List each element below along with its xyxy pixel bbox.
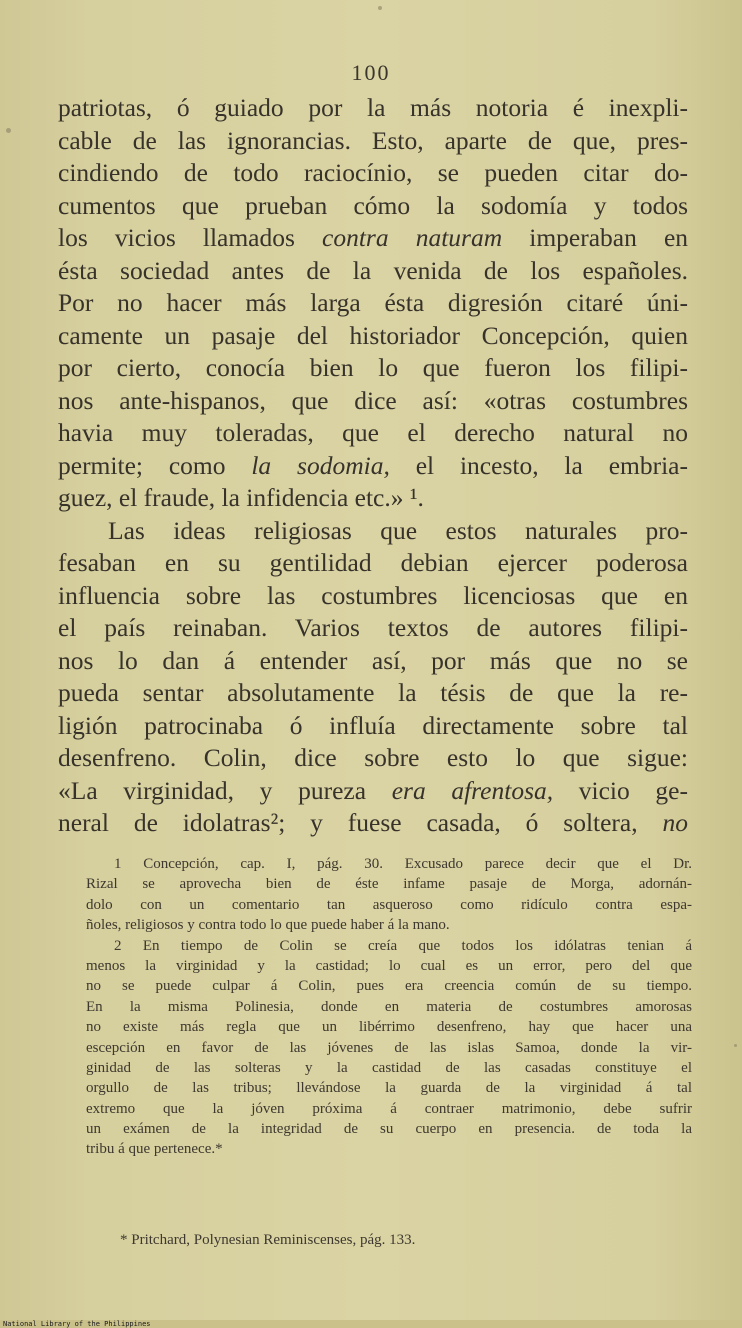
footnote-source-citation: * Pritchard, Polynesian Reminiscenses, pág. 133. <box>120 1232 416 1248</box>
footnote-line: no existe más regla que un libérrimo desenfreno, hay que hacer una <box>86 1019 692 1036</box>
text-segment: imperaban en <box>502 223 689 252</box>
paper-speck <box>6 128 11 133</box>
text-line: guez, el fraude, la infidencia etc.» ¹. <box>58 483 424 512</box>
footnote-line: En la misma Polinesia, donde en materia de costumbres amorosas <box>86 998 692 1015</box>
footnote-line: 2 En tiempo de Colin se creía que todos los idólatras tenian á <box>114 937 692 954</box>
text-line: cable de las ignorancias. Esto, aparte de que, pres- <box>58 125 688 155</box>
text-line: pueda sentar absolutamente la tésis de que la re- <box>58 678 688 707</box>
text-line: fesaban en su gentilidad debian ejercer poderosa <box>58 548 688 577</box>
footnote-line: tribu á que pertenece.* <box>86 1141 223 1158</box>
main-text <box>58 92 688 840</box>
text-line <box>58 450 688 483</box>
footnote-line: ñoles, religiosos y contra todo lo que puede haber á la mano. <box>86 917 450 934</box>
footnote-line: dolo con un comentario tan asqueroso como ridículo contra espa- <box>86 896 692 913</box>
text-line: por cierto, conocía bien lo que fueron los filipi- <box>58 353 688 382</box>
text-line: havia muy toleradas, que el derecho natural no <box>58 418 688 447</box>
text-segment: «La virginidad, y pureza <box>58 775 392 805</box>
footnote-line: 1 Concepción, cap. I, pág. 30. Excusado parece decir que el Dr. <box>114 856 692 872</box>
footnote-line: un exámen de la integridad de su cuerpo en presencia. de toda la <box>86 1121 692 1138</box>
italic-phrase: contra naturam <box>322 223 503 252</box>
text-line <box>58 807 688 840</box>
footnote-line: escepción en favor de las jóvenes de las islas Samoa, donde la vir- <box>86 1039 692 1056</box>
text-line: Las ideas religiosas que estos naturales pro- <box>108 515 688 545</box>
text-line: patriotas, ó guiado por la más notoria é inexpli- <box>58 93 688 122</box>
text-segment: neral de idolatras²; y fuese casada, ó soltera, <box>58 808 663 837</box>
italic-phrase: no <box>662 808 688 837</box>
text-segment: los vicios llamados <box>58 223 323 252</box>
footnote-line: extremo que la jóven próxima á contraer matrimonio, debe sufrir <box>86 1100 692 1117</box>
paper-speck <box>734 1044 737 1047</box>
footnotes <box>86 854 692 1160</box>
text-line: el país reinaban. Varios textos de autores filipi- <box>58 613 688 642</box>
footnote-line: Rizal se aprovecha bien de éste infame pasaje de Morga, adornán- <box>86 876 692 893</box>
text-line: camente un pasaje del historiador Concepción, quien <box>58 320 688 350</box>
text-line: nos ante-hispanos, que dice así: «otras costumbres <box>58 385 688 415</box>
footnote-line: no se puede culpar á Colin, pues era creencia común de su tiempo. <box>86 978 692 995</box>
text-line: influencia sobre las costumbres licenciosas que en <box>58 580 688 610</box>
text-line: cumentos que prueban cómo la sodomía y todos <box>58 190 688 220</box>
text-line: ésta sociedad antes de la venida de los españoles. <box>58 255 688 285</box>
italic-phrase: era afrentosa, <box>391 775 554 805</box>
page-number: 100 <box>351 60 391 85</box>
text-line: nos lo dan á entender así, por más que no se <box>58 645 688 675</box>
italic-phrase: la sodomia, <box>251 450 390 480</box>
text-segment: permite; como <box>58 450 252 480</box>
text-segment: el incesto, la embria- <box>389 450 688 480</box>
text-line <box>58 222 688 255</box>
text-line <box>58 775 688 808</box>
footnote-line: menos la virginidad y la castidad; lo cual es un error, pero del que <box>86 957 692 974</box>
footnote-line: orgullo de las tribus; llevándose la guarda de la virginidad á tal <box>86 1080 692 1097</box>
text-line: desenfreno. Colin, dice sobre esto lo que sigue: <box>58 743 688 772</box>
text-segment: vicio ge- <box>553 775 688 805</box>
paper-speck <box>378 6 382 10</box>
text-line: cindiendo de todo raciocínio, se pueden citar do- <box>58 158 688 187</box>
library-credit: National Library of the Philippines <box>3 1320 151 1328</box>
text-line: ligión patrocinaba ó influía directamente sobre tal <box>58 710 688 740</box>
text-line: Por no hacer más larga ésta digresión citaré úni- <box>58 288 688 317</box>
footnote-line: ginidad de las solteras y la castidad de las casadas constituye el <box>86 1059 692 1076</box>
